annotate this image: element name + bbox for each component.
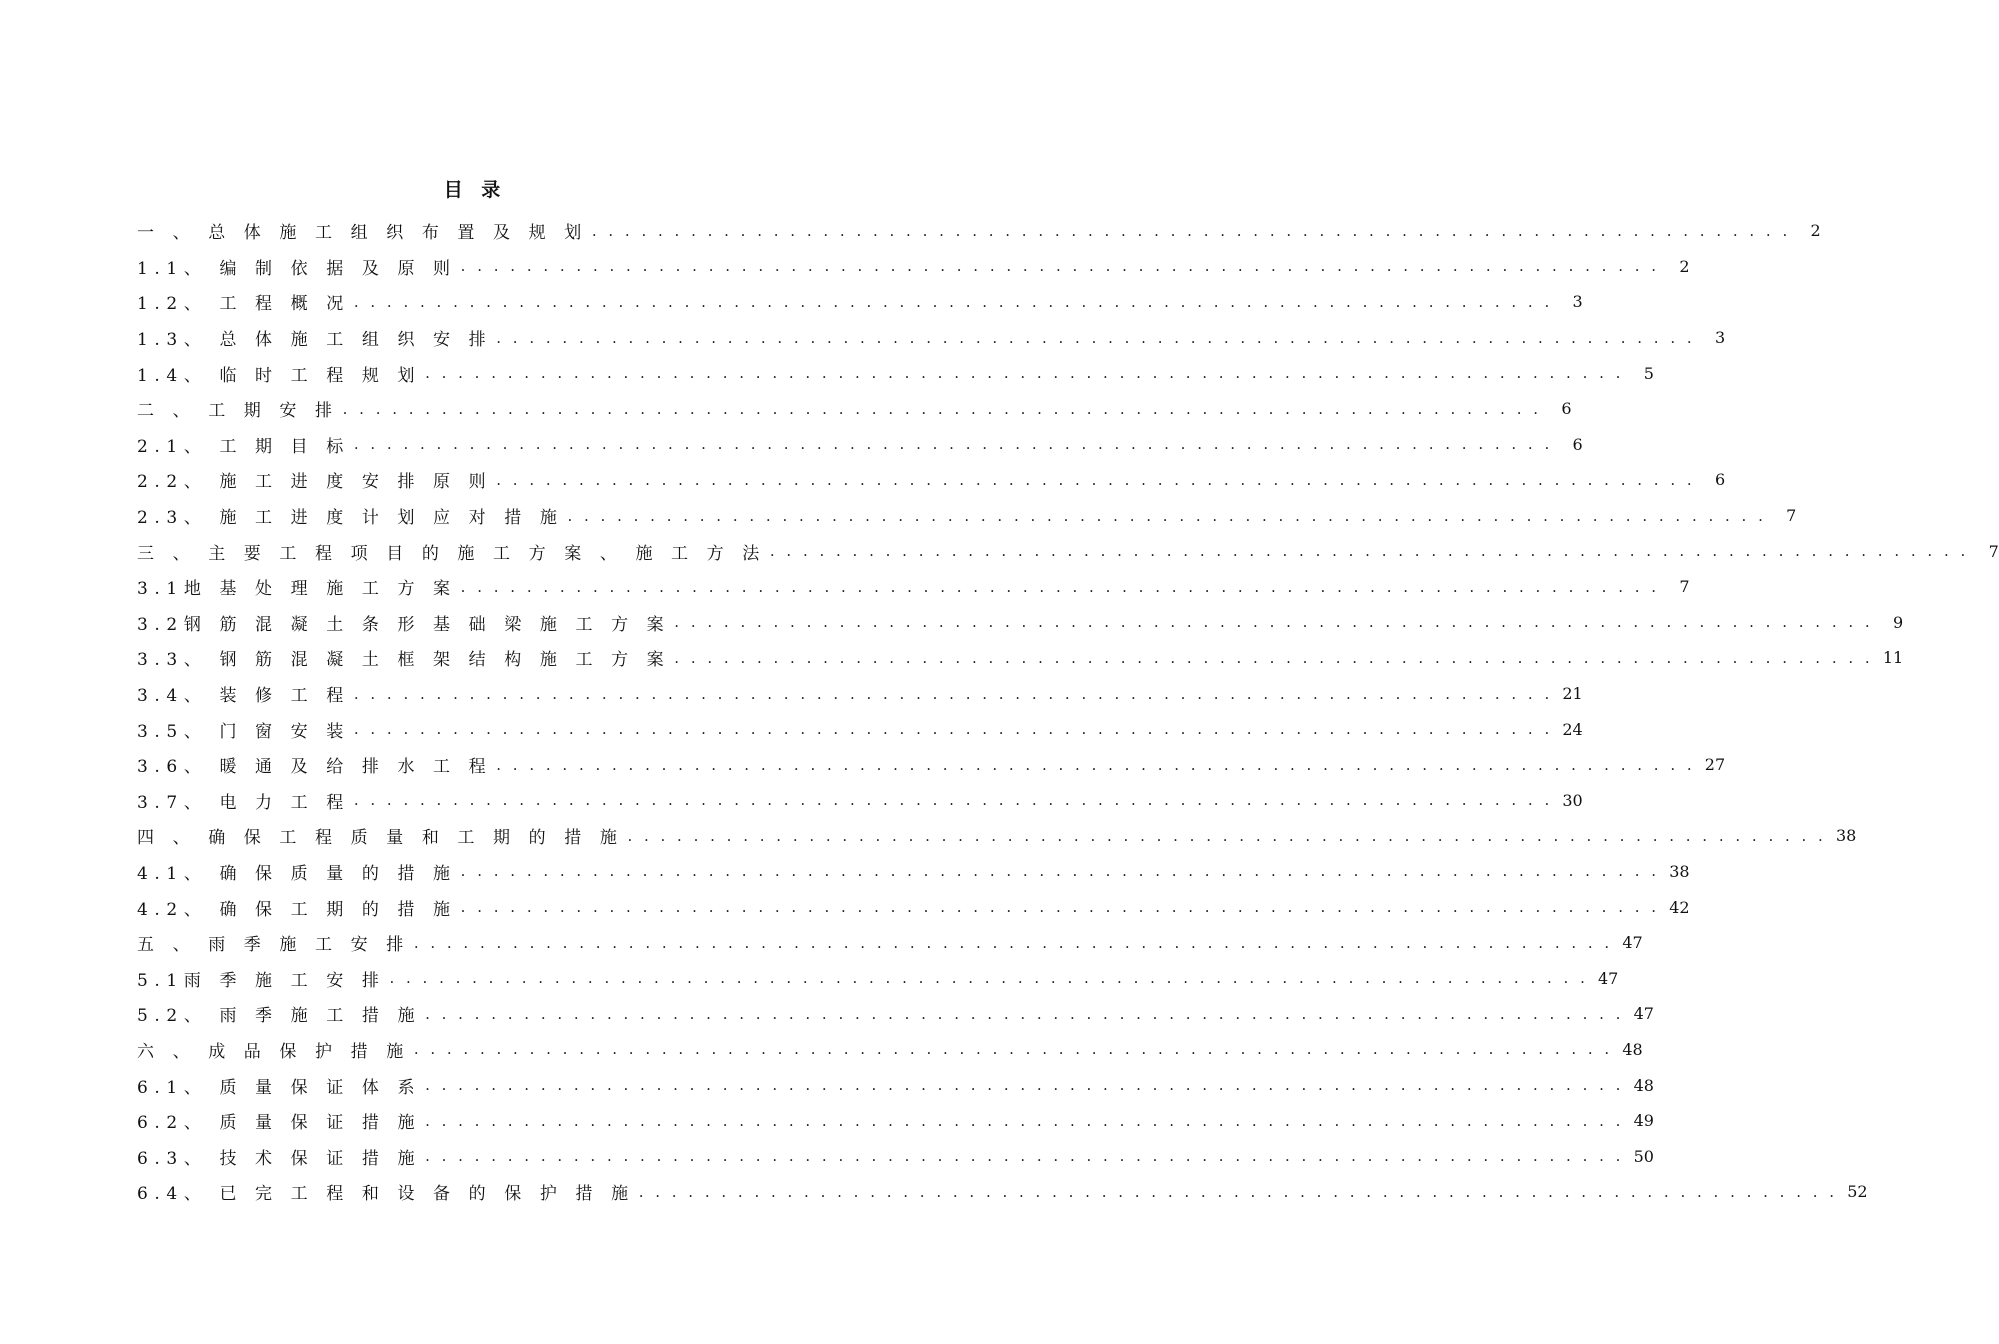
toc-dot-leader: . . . . . . . . . . . . . . . . . . . . . . . . . . . . . . . . . . . . . . . . . . . . . . . . . . . . . . . . . . . . . . . . . . . . . . . . . — [674, 648, 1874, 667]
toc-entry[interactable] — [137, 391, 1572, 427]
toc-entry-title: 6.2、 质 量 保 证 措 施 — [137, 1113, 422, 1134]
toc-entry[interactable] — [137, 284, 1583, 320]
toc-entry[interactable] — [137, 996, 1654, 1032]
toc-page-number: 38 — [1669, 861, 1690, 881]
toc-entry-title: 3.7、 电 力 工 程 — [137, 792, 350, 813]
toc-entry[interactable] — [137, 854, 1690, 890]
toc-page-number: 11 — [1882, 648, 1904, 668]
toc-dot-leader: . . . . . . . . . . . . . . . . . . . . . . . . . . . . . . . . . . . . . . . . . . . . . . . . . . . . . . . . . . . . . . . . . . . . . . . . . — [425, 1076, 1624, 1095]
toc-page-number: 2 — [1679, 256, 1690, 276]
toc-entry[interactable] — [137, 1067, 1654, 1103]
toc-dot-leader: . . . . . . . . . . . . . . . . . . . . . . . . . . . . . . . . . . . . . . . . . . . . . . . . . . . . . . . . . . . . . . . . . . . . . . . . . — [496, 755, 1696, 774]
toc-page-number: 47 — [1622, 933, 1643, 953]
toc-dot-leader: . . . . . . . . . . . . . . . . . . . . . . . . . . . . . . . . . . . . . . . . . . . . . . . . . . . . . . . . . . . . . . . . . . . . . . . . . — [353, 791, 1553, 810]
toc-entry[interactable] — [137, 498, 1797, 534]
toc-entry[interactable] — [137, 960, 1619, 996]
toc-entry-title: 二 、 工 期 安 排 — [137, 401, 339, 422]
toc-entry-title: 4.2、 确 保 工 期 的 措 施 — [137, 899, 457, 920]
toc-entry-title: 三 、 主 要 工 程 项 目 的 施 工 方 案 、 施 工 方 法 — [137, 543, 766, 564]
table-of-contents — [137, 213, 1999, 1210]
toc-dot-leader: . . . . . . . . . . . . . . . . . . . . . . . . . . . . . . . . . . . . . . . . . . . . . . . . . . . . . . . . . . . . . . . . . . . . . . . . . — [425, 364, 1624, 383]
toc-entry-title: 3.3、 钢 筋 混 凝 土 框 架 结 构 施 工 方 案 — [137, 650, 671, 671]
toc-entry[interactable] — [137, 925, 1643, 961]
toc-entry-title: 3.1地 基 处 理 施 工 方 案 — [137, 579, 457, 600]
toc-title: 目 录 — [443, 179, 507, 201]
toc-entry[interactable] — [137, 1032, 1643, 1068]
toc-entry[interactable] — [137, 569, 1690, 605]
toc-dot-leader: . . . . . . . . . . . . . . . . . . . . . . . . . . . . . . . . . . . . . . . . . . . . . . . . . . . . . . . . . . . . . . . . . . . . . . . . . — [353, 720, 1553, 739]
toc-page-number: 9 — [1892, 612, 1904, 632]
toc-page-number: 6 — [1561, 399, 1572, 419]
toc-page-number: 6 — [1572, 434, 1583, 454]
toc-page-number: 2 — [1810, 221, 1821, 241]
toc-page-number: 38 — [1835, 826, 1857, 846]
toc-entry-title: 一 、 总 体 施 工 组 织 布 置 及 规 划 — [137, 223, 588, 244]
toc-page-number: 3 — [1572, 292, 1583, 312]
toc-entry[interactable] — [137, 889, 1690, 925]
toc-page-number: 3 — [1714, 328, 1726, 348]
toc-entry[interactable] — [137, 605, 1904, 641]
toc-entry-title: 六 、 成 品 保 护 措 施 — [137, 1041, 410, 1062]
toc-entry-title: 3.6、 暖 通 及 给 排 水 工 程 — [137, 757, 493, 778]
toc-dot-leader: . . . . . . . . . . . . . . . . . . . . . . . . . . . . . . . . . . . . . . . . . . . . . . . . . . . . . . . . . . . . . . . . . . . . . . . . . — [425, 1004, 1624, 1023]
toc-dot-leader: . . . . . . . . . . . . . . . . . . . . . . . . . . . . . . . . . . . . . . . . . . . . . . . . . . . . . . . . . . . . . . . . . . . . . . . . . — [342, 399, 1542, 418]
toc-entry[interactable] — [137, 711, 1583, 747]
toc-entry-title: 五 、 雨 季 施 工 安 排 — [137, 935, 410, 956]
toc-dot-leader: . . . . . . . . . . . . . . . . . . . . . . . . . . . . . . . . . . . . . . . . . . . . . . . . . . . . . . . . . . . . . . . . . . . . . . . . . — [769, 542, 1969, 561]
toc-page-number: 47 — [1633, 1004, 1654, 1024]
toc-dot-leader: . . . . . . . . . . . . . . . . . . . . . . . . . . . . . . . . . . . . . . . . . . . . . . . . . . . . . . . . . . . . . . . . . . . . . . . . . — [627, 826, 1827, 845]
toc-dot-leader: . . . . . . . . . . . . . . . . . . . . . . . . . . . . . . . . . . . . . . . . . . . . . . . . . . . . . . . . . . . . . . . . . . . . . . . . . — [425, 1111, 1624, 1130]
toc-page-number: 21 — [1562, 684, 1583, 704]
toc-page-number: 24 — [1562, 719, 1583, 739]
toc-entry[interactable] — [137, 747, 1726, 783]
toc-dot-leader: . . . . . . . . . . . . . . . . . . . . . . . . . . . . . . . . . . . . . . . . . . . . . . . . . . . . . . . . . . . . . . . . . . . . . . . . . — [567, 506, 1767, 525]
toc-page-number: 27 — [1704, 755, 1726, 775]
toc-entry-title: 5.2、 雨 季 施 工 措 施 — [137, 1006, 422, 1027]
toc-entry[interactable] — [137, 783, 1583, 819]
toc-entry-title: 2.1、 工 期 目 标 — [137, 436, 350, 457]
toc-page-number: 6 — [1714, 470, 1726, 490]
toc-entry[interactable] — [137, 249, 1690, 285]
toc-entry-title: 1.2、 工 程 概 况 — [137, 294, 350, 315]
toc-entry-title: 1.3、 总 体 施 工 组 织 安 排 — [137, 330, 493, 351]
toc-dot-leader: . . . . . . . . . . . . . . . . . . . . . . . . . . . . . . . . . . . . . . . . . . . . . . . . . . . . . . . . . . . . . . . . . . . . . . . . . — [413, 1040, 1613, 1059]
toc-entry-title: 1.1、 编 制 依 据 及 原 则 — [137, 258, 457, 279]
toc-entry-title: 6.4、 已 完 工 程 和 设 备 的 保 护 措 施 — [137, 1184, 635, 1205]
toc-page-number: 7 — [1786, 506, 1797, 526]
toc-dot-leader: . . . . . . . . . . . . . . . . . . . . . . . . . . . . . . . . . . . . . . . . . . . . . . . . . . . . . . . . . . . . . . . . . . . . . . . . . — [389, 969, 1589, 988]
toc-dot-leader: . . . . . . . . . . . . . . . . . . . . . . . . . . . . . . . . . . . . . . . . . . . . . . . . . . . . . . . . . . . . . . . . . . . . . . . . . — [674, 613, 1874, 632]
toc-dot-leader: . . . . . . . . . . . . . . . . . . . . . . . . . . . . . . . . . . . . . . . . . . . . . . . . . . . . . . . . . . . . . . . . . . . . . . . . . — [353, 684, 1553, 703]
toc-page-number: 52 — [1847, 1182, 1868, 1202]
toc-entry-title: 2.2、 施 工 进 度 安 排 原 则 — [137, 472, 493, 493]
toc-dot-leader: . . . . . . . . . . . . . . . . . . . . . . . . . . . . . . . . . . . . . . . . . . . . . . . . . . . . . . . . . . . . . . . . . . . . . . . . . — [425, 1147, 1624, 1166]
toc-page-number: 30 — [1562, 790, 1583, 810]
toc-entry[interactable] — [137, 676, 1583, 712]
toc-page-number: 47 — [1597, 968, 1619, 988]
toc-entry[interactable] — [137, 818, 1857, 854]
toc-page-number: 7 — [1679, 577, 1690, 597]
toc-entry[interactable] — [137, 640, 1904, 676]
toc-dot-leader: . . . . . . . . . . . . . . . . . . . . . . . . . . . . . . . . . . . . . . . . . . . . . . . . . . . . . . . . . . . . . . . . . . . . . . . . . — [460, 898, 1660, 917]
toc-page-number: 7 — [1988, 541, 1999, 561]
toc-entry-title: 3.4、 装 修 工 程 — [137, 686, 350, 707]
toc-entry[interactable] — [137, 355, 1654, 391]
toc-page-number: 5 — [1643, 363, 1654, 383]
toc-entry-title: 3.5、 门 窗 安 装 — [137, 721, 350, 742]
toc-dot-leader: . . . . . . . . . . . . . . . . . . . . . . . . . . . . . . . . . . . . . . . . . . . . . . . . . . . . . . . . . . . . . . . . . . . . . . . . . — [460, 257, 1660, 276]
toc-entry-title: 1.4、 临 时 工 程 规 划 — [137, 365, 422, 386]
toc-entry-title: 4.1、 确 保 质 量 的 措 施 — [137, 863, 457, 884]
toc-dot-leader: . . . . . . . . . . . . . . . . . . . . . . . . . . . . . . . . . . . . . . . . . . . . . . . . . . . . . . . . . . . . . . . . . . . . . . . . . — [591, 221, 1791, 240]
toc-page-number: 49 — [1633, 1111, 1654, 1131]
toc-dot-leader: . . . . . . . . . . . . . . . . . . . . . . . . . . . . . . . . . . . . . . . . . . . . . . . . . . . . . . . . . . . . . . . . . . . . . . . . . — [496, 470, 1696, 489]
toc-dot-leader: . . . . . . . . . . . . . . . . . . . . . . . . . . . . . . . . . . . . . . . . . . . . . . . . . . . . . . . . . . . . . . . . . . . . . . . . . — [413, 933, 1613, 952]
toc-dot-leader: . . . . . . . . . . . . . . . . . . . . . . . . . . . . . . . . . . . . . . . . . . . . . . . . . . . . . . . . . . . . . . . . . . . . . . . . . — [460, 577, 1660, 596]
toc-entry[interactable] — [137, 1174, 1868, 1210]
toc-page-number: 48 — [1633, 1075, 1654, 1095]
toc-dot-leader: . . . . . . . . . . . . . . . . . . . . . . . . . . . . . . . . . . . . . . . . . . . . . . . . . . . . . . . . . . . . . . . . . . . . . . . . . — [460, 862, 1660, 881]
toc-dot-leader: . . . . . . . . . . . . . . . . . . . . . . . . . . . . . . . . . . . . . . . . . . . . . . . . . . . . . . . . . . . . . . . . . . . . . . . . . — [353, 435, 1553, 454]
toc-entry[interactable] — [137, 213, 1821, 249]
toc-entry-title: 5.1雨 季 施 工 安 排 — [137, 970, 386, 991]
toc-dot-leader: . . . . . . . . . . . . . . . . . . . . . . . . . . . . . . . . . . . . . . . . . . . . . . . . . . . . . . . . . . . . . . . . . . . . . . . . . — [353, 292, 1553, 311]
toc-entry[interactable] — [137, 320, 1726, 356]
toc-entry[interactable] — [137, 462, 1726, 498]
toc-page-number: 48 — [1622, 1039, 1643, 1059]
toc-entry[interactable] — [137, 533, 1999, 569]
toc-entry-title: 6.3、 技 术 保 证 措 施 — [137, 1148, 422, 1169]
toc-page-number: 42 — [1669, 897, 1690, 917]
toc-entry-title: 3.2钢 筋 混 凝 土 条 形 基 础 梁 施 工 方 案 — [137, 614, 671, 635]
toc-entry-title: 2.3、 施 工 进 度 计 划 应 对 措 施 — [137, 508, 564, 529]
toc-entry[interactable] — [137, 427, 1583, 463]
toc-entry[interactable] — [137, 1138, 1654, 1174]
toc-entry[interactable] — [137, 1103, 1654, 1139]
toc-dot-leader: . . . . . . . . . . . . . . . . . . . . . . . . . . . . . . . . . . . . . . . . . . . . . . . . . . . . . . . . . . . . . . . . . . . . . . . . . — [638, 1182, 1838, 1201]
toc-dot-leader: . . . . . . . . . . . . . . . . . . . . . . . . . . . . . . . . . . . . . . . . . . . . . . . . . . . . . . . . . . . . . . . . . . . . . . . . . — [496, 328, 1696, 347]
toc-page-number: 50 — [1633, 1146, 1654, 1166]
toc-entry-title: 6.1、 质 量 保 证 体 系 — [137, 1077, 422, 1098]
toc-entry-title: 四 、 确 保 工 程 质 量 和 工 期 的 措 施 — [137, 828, 624, 849]
